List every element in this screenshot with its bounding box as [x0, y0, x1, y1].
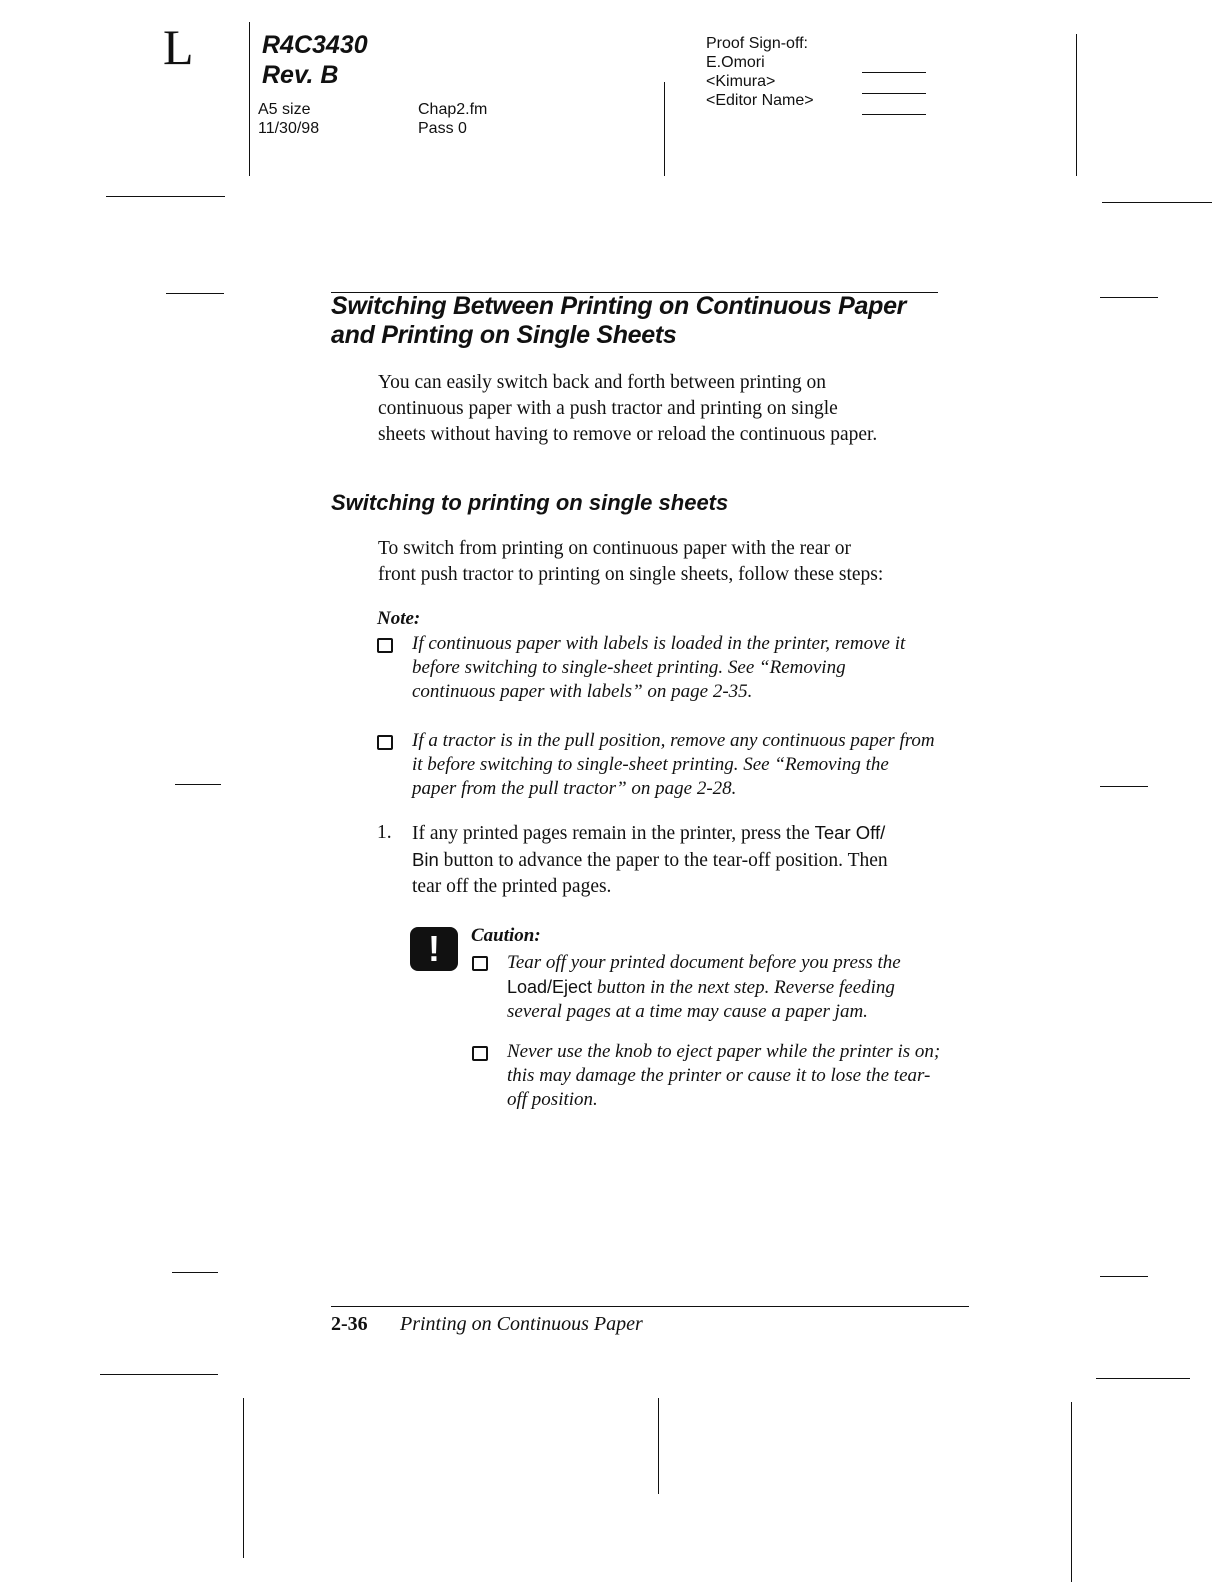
step-number: 1. — [377, 822, 392, 843]
text-line: this may damage the printer or cause it to lose the tear- — [507, 1065, 931, 1086]
tear-off-button-name: Tear Off/ — [814, 822, 886, 843]
section-title-line: Switching Between Printing on Continuous Paper — [331, 292, 907, 320]
section-title — [331, 292, 906, 350]
text-line: it before switching to single-sheet printing. See “Removing the — [412, 754, 889, 775]
text-line: You can easily switch back and forth between printing on — [378, 372, 827, 393]
checkbox-bullet-icon — [377, 638, 393, 653]
file-pass-block — [418, 100, 487, 138]
crop-mark-vertical — [1071, 1402, 1072, 1582]
crop-mark — [100, 1374, 218, 1375]
load-eject-button-name: Load/Eject — [507, 977, 593, 997]
text-line: To switch from printing on continuous paper with the rear or — [378, 538, 852, 559]
text-run: button to advance the paper to the tear-off position. Then — [438, 850, 888, 871]
header-right-rule — [1076, 34, 1077, 176]
crop-mark-vertical — [658, 1398, 659, 1494]
signature-line — [862, 114, 926, 115]
text-line: If continuous paper with labels is loaded in the printer, remove it — [412, 633, 906, 654]
text-line: paper from the pull tractor” on page 2-28. — [412, 778, 737, 799]
note-item — [412, 729, 935, 801]
text-line — [412, 847, 982, 874]
text-line: tear off the printed pages. — [412, 876, 612, 897]
signoff-name: E.Omori — [706, 54, 765, 71]
size-date-block — [258, 100, 319, 138]
text-line: If a tractor is in the pull position, remove any continuous paper from — [412, 730, 935, 751]
crop-mark — [1100, 786, 1148, 787]
footer-rule — [331, 1306, 969, 1307]
crop-mark — [1102, 202, 1212, 203]
caution-icon: ! — [410, 927, 458, 971]
text-line — [412, 820, 982, 847]
text-line: continuous paper with a push tractor and printing on single — [378, 398, 838, 419]
text-line: front push tractor to printing on single sheets, follow these steps: — [378, 564, 884, 585]
text-line: off position. — [507, 1089, 598, 1110]
checkbox-bullet-icon — [472, 1046, 488, 1061]
signoff-name: <Kimura> — [706, 73, 776, 90]
text-line — [507, 975, 901, 1000]
header-vertical-rule — [249, 22, 250, 176]
crop-mark — [175, 784, 221, 785]
pass: Pass 0 — [418, 120, 467, 137]
signature-line — [862, 93, 926, 94]
page-number: 2-36 — [331, 1313, 368, 1335]
text-line: Never use the knob to eject paper while the printer is on; — [507, 1041, 941, 1062]
revision: Rev. B — [262, 61, 339, 89]
section-intro — [378, 370, 877, 448]
text-line: continuous paper with labels” on page 2-35. — [412, 681, 753, 702]
subsection-title: Switching to printing on single sheets — [331, 490, 729, 515]
doc-code-block — [262, 30, 368, 90]
caution-item — [507, 951, 901, 1024]
doc-code: R4C3430 — [262, 31, 368, 59]
signoff-title: Proof Sign-off: — [706, 35, 808, 52]
crop-mark — [1100, 1276, 1148, 1277]
crop-mark — [166, 293, 224, 294]
checkbox-bullet-icon — [472, 956, 488, 971]
caution-label: Caution: — [471, 925, 541, 946]
text-line: before switching to single-sheet printing. See “Removing — [412, 657, 846, 678]
crop-mark — [1100, 297, 1158, 298]
signature-line — [862, 72, 926, 73]
text-run: button in the next step. Reverse feeding — [592, 977, 895, 998]
text-line: sheets without having to remove or reload the continuous paper. — [378, 424, 878, 445]
header-center-rule — [664, 82, 665, 176]
date: 11/30/98 — [258, 120, 320, 137]
crop-mark — [1096, 1378, 1190, 1379]
text-line: several pages at a time may cause a paper jam. — [507, 1001, 868, 1022]
bin-button-name: Bin — [412, 849, 439, 870]
step-text — [412, 820, 982, 900]
page-size: A5 size — [258, 101, 311, 118]
caution-item — [507, 1040, 940, 1112]
section-title-line: and Printing on Single Sheets — [331, 321, 677, 349]
running-footer: Printing on Continuous Paper — [400, 1313, 643, 1335]
note-item — [412, 632, 905, 704]
proof-signoff — [706, 34, 814, 110]
text-run: If any printed pages remain in the printer, press the — [412, 823, 815, 844]
crop-mark — [172, 1272, 218, 1273]
signoff-name: <Editor Name> — [706, 92, 814, 109]
margin-letter: L — [163, 19, 194, 75]
crop-mark-vertical — [243, 1398, 244, 1558]
file-name: Chap2.fm — [418, 101, 488, 118]
checkbox-bullet-icon — [377, 735, 393, 750]
note-label: Note: — [377, 608, 421, 629]
text-line: Tear off your printed document before you press the — [507, 952, 901, 973]
crop-mark — [106, 196, 225, 197]
subsection-intro — [378, 536, 883, 588]
